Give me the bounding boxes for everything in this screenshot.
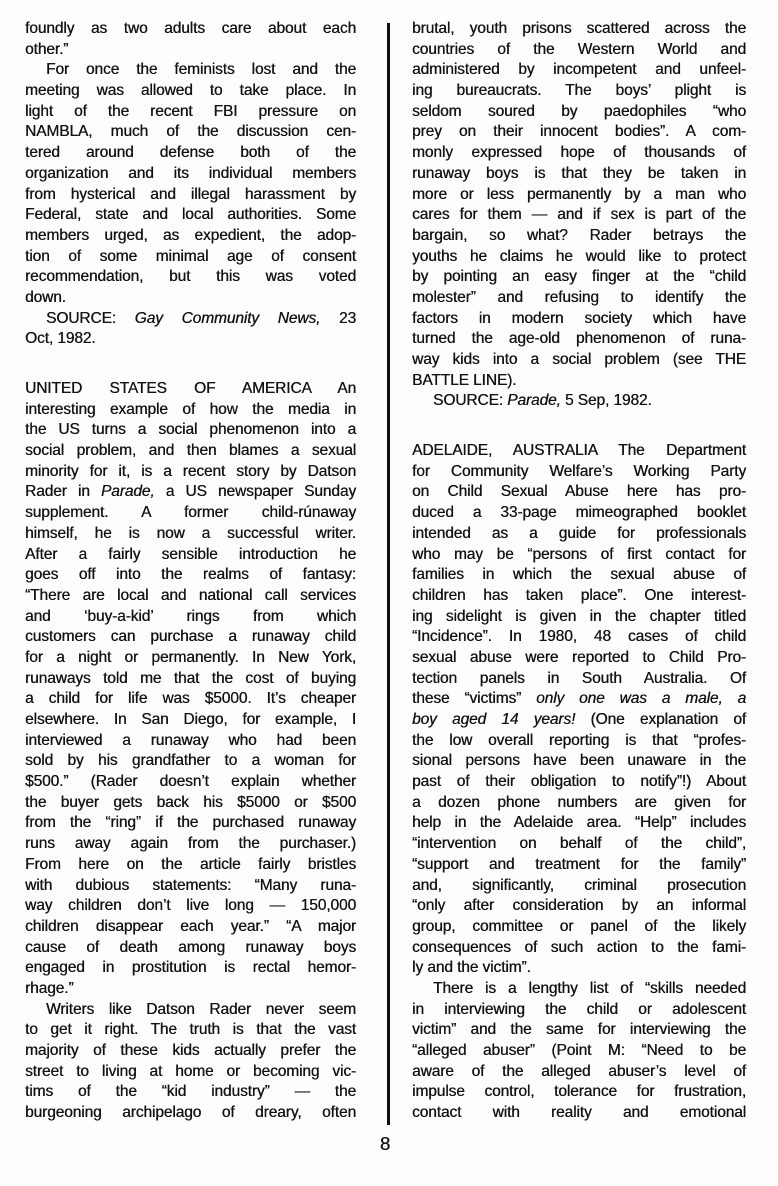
text-line: social problem, and then blames a sexual [25, 442, 356, 460]
text-column-left [25, 19, 356, 1124]
text-line: ing sidelight is given in the chapter titled [412, 607, 746, 625]
text-line: countries of the Western World and [412, 40, 746, 58]
text-line: families in which the sexual abuse of [412, 566, 746, 584]
page-number: 8 [379, 1133, 391, 1154]
text-line: contact with reality and emotional [412, 1104, 746, 1122]
text-line: There is a lengthy list of “skills needed [433, 979, 746, 997]
text-line: interviewed a runaway who had been [25, 731, 356, 749]
text-line: in interviewing the child or adolescent [412, 1000, 746, 1018]
text-line: BATTLE LINE). [412, 371, 517, 389]
text-line: customers can purchase a runaway child [25, 628, 356, 646]
text-line: supplement. A former child-rúnaway [25, 504, 356, 522]
text-line: help in the Adelaide area. “Help” includes [412, 814, 746, 832]
text-line: youths he claims he would like to protect [412, 247, 746, 265]
text-line: tered around defense both of the [25, 144, 356, 162]
text-line: the low overall reporting is that “profes- [412, 731, 746, 749]
text-line: After a fairly sensible introduction he [25, 545, 356, 563]
text-line: seldom soured by paedophiles “who [412, 102, 746, 120]
text-line: and, significantly, criminal prosecution [412, 876, 746, 894]
text-line: down. [25, 288, 66, 306]
text-line: bargain, so what? Rader betrays the [412, 226, 746, 244]
text-line: ly and the victim”. [412, 959, 531, 977]
text-line: from hysterical and illegal harassment by [25, 185, 356, 203]
text-line: factors in modern society which have [412, 309, 746, 327]
text-line: Federal, state and local authorities. Some [25, 206, 356, 224]
text-line: other.” [25, 40, 69, 58]
text-line: $500.” (Rader doesn’t explain whether [25, 773, 356, 791]
text-line: “intervention on behalf of the child”, [412, 835, 746, 853]
text-line: recommendation, but this was voted [25, 268, 356, 286]
text-line: Rader in Parade, a US newspaper Sunday [25, 483, 356, 501]
text-line: ing bureaucrats. The boys’ plight is [412, 82, 746, 100]
text-line: ADELAIDE, AUSTRALIA The Department [412, 442, 746, 460]
text-line: intended as a guide for professionals [412, 524, 746, 542]
text-line: the buyer gets back his $5000 or $500 [25, 793, 356, 811]
text-line: meeting was allowed to take place. In [25, 82, 356, 100]
text-line: to get it right. The truth is that the vast [25, 1021, 356, 1039]
text-line: administered by incompetent and unfeel- [412, 61, 746, 79]
text-line: For once the feminists lost and the [46, 61, 356, 79]
text-line: tion of some minimal age of consent [25, 247, 356, 265]
text-line: light of the recent FBI pressure on [25, 102, 356, 120]
text-line: by pointing an easy finger at the “child [412, 268, 746, 286]
text-line: runaway boys is that they be taken in [412, 164, 746, 182]
text-line: “There are local and national call services [25, 586, 356, 604]
text-line: Writers like Datson Rader never seem [46, 1000, 356, 1018]
text-line: tims of the “kid industry” — the [25, 1083, 356, 1101]
text-line: the US turns a social phenomenon into a [25, 421, 356, 439]
text-line: Oct, 1982. [25, 330, 96, 348]
text-line: consequences of such action to the fami- [412, 938, 746, 956]
text-line: rhage.” [25, 979, 74, 997]
text-line: sional persons have been unaware in the [412, 752, 746, 770]
text-line: aware of the alleged abuser’s level of [412, 1062, 746, 1080]
text-line: UNITED STATES OF AMERICA An [25, 380, 356, 397]
text-line: SOURCE: Gay Community News, 23 [46, 309, 356, 327]
text-line: sold by his grandfather to a woman for [25, 752, 356, 770]
text-line: children has taken place”. One interest- [412, 586, 746, 604]
text-column-right [412, 19, 746, 1124]
text-line: street to living at home or becoming vic- [25, 1062, 356, 1080]
text-line: with dubious statements: “Many runa- [25, 876, 356, 894]
text-line: himself, he is now a successful writer. [25, 524, 356, 542]
column-divider-rule [387, 23, 390, 1125]
text-line: “only after consideration by an informal [412, 897, 746, 915]
section-gap [412, 412, 746, 441]
text-line: a dozen phone numbers are given for [412, 793, 746, 811]
text-line: way children don’t live long — 150,000 [25, 897, 356, 915]
text-line: runs away again from the purchaser.) [25, 835, 356, 853]
text-line: burgeoning archipelago of dreary, often [25, 1104, 356, 1122]
text-line: From here on the article fairly bristles [25, 855, 356, 873]
text-line: cares for them — and if sex is part of the [412, 206, 746, 224]
text-line: on Child Sexual Abuse here has pro- [412, 483, 746, 501]
text-line: way kids into a social problem (see THE [412, 351, 746, 368]
text-line: boy aged 14 years! (One explanation of [412, 711, 747, 728]
text-line: organization and its individual members [25, 164, 356, 182]
text-line: a child for life was $5000. It’s cheaper [25, 690, 356, 708]
section-gap [25, 350, 356, 379]
text-line: these “victims” only one was a male, a [412, 690, 747, 708]
text-line: goes off into the realms of fantasy: [25, 566, 356, 584]
text-line: majority of these kids actually prefer the [25, 1042, 356, 1059]
text-line: tection panels in South Australia. Of [412, 669, 746, 687]
text-line: “alleged abuser” (Point M: “Need to be [412, 1042, 746, 1059]
text-line: engaged in prostitution is rectal hemor- [25, 959, 356, 977]
text-line: runaways told me that the cost of buying [25, 669, 356, 687]
text-line: for a night or permanently. In New York, [25, 648, 356, 666]
text-line: impulse control, tolerance for frustration, [412, 1083, 746, 1101]
text-line: sexual abuse were reported to Child Pro- [412, 648, 746, 666]
text-line: monly expressed hope of thousands of [412, 144, 746, 162]
text-line: duced a 33-page mimeographed booklet [412, 504, 746, 522]
text-line: group, committee or panel of the likely [412, 917, 746, 935]
text-line: for Community Welfare’s Working Party [412, 462, 746, 480]
text-line: NAMBLA, much of the discussion cen- [25, 123, 356, 141]
text-line: “support and treatment for the family” [412, 855, 746, 873]
text-line: members urged, as expedient, the adop- [25, 226, 356, 244]
text-line: more or less permanently by a man who [412, 185, 746, 203]
text-line: from the “ring” if the purchased runaway [25, 814, 356, 832]
text-line: past of their obligation to notify”!) About [412, 773, 746, 791]
text-line: interesting example of how the media in [25, 400, 356, 418]
text-line: “Incidence”. In 1980, 48 cases of child [412, 628, 746, 646]
text-line: children disappear each year.” “A major [25, 917, 356, 935]
text-line: cause of death among runaway boys [25, 938, 356, 956]
text-line: turned the age-old phenomenon of runa- [412, 330, 746, 348]
text-line: foundly as two adults care about each [25, 20, 356, 37]
text-line: brutal, youth prisons scattered across the [412, 20, 746, 37]
text-line: victim” and the same for interviewing the [412, 1021, 746, 1039]
text-line: prey on their innocent bodies”. A com- [412, 123, 746, 141]
text-line: elsewhere. In San Diego, for example, I [25, 711, 356, 728]
text-line: SOURCE: Parade, 5 Sep, 1982. [433, 392, 652, 410]
text-line: and ‘buy-a-kid’ rings from which [25, 607, 356, 625]
text-line: who may be “persons of first contact for [412, 545, 746, 563]
text-line: minority for it, is a recent story by Datson [25, 462, 356, 480]
text-line: molester” and refusing to identify the [412, 288, 746, 306]
